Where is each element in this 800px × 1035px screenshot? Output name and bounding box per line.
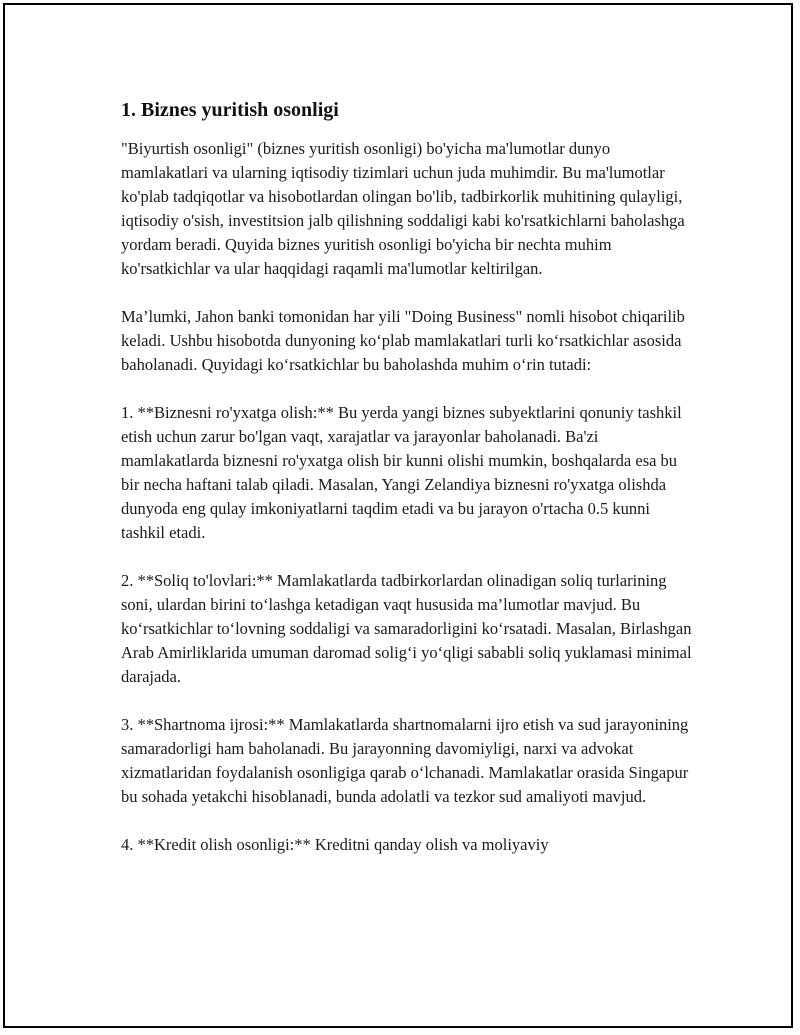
list-item-getting-credit: 4. **Kredit olish osonligi:** Kreditni qanday olish va moliyaviy	[121, 835, 549, 854]
list-item-business-registration: 1. **Biznesni ro'yxatga olish:** Bu yerda yangi biznes subyektlarini qonuniy tashkil etish uchun zarur bo'lgan vaqt, xarajatlar va jarayonlar baholanadi. Ba'zi mamlakatlarda biznesni ro'yxatga olish bir kunni olishi mumkin, boshqalarda esa bu bir necha haftani talab qiladi. Masalan, Yangi Zelandiya biznesni ro'yxatga olishda dunyoda eng qulay imkoniyatlarni taqdim etadi va bu jarayon o'rtacha 0.5 kunni tashkil etadi.	[121, 403, 682, 542]
paragraph-doing-business: Ma’lumki, Jahon banki tomonidan har yili "Doing Business" nomli hisobot chiqarilib keladi. Ushbu hisobotda dunyoning ko‘plab mamlakatlari turli ko‘rsatkichlar asosida baholanadi. Quyidagi ko‘rsatkichlar bu baholashda muhim o‘rin tutadi:	[121, 307, 685, 374]
page-frame	[3, 3, 793, 1028]
list-item-contract-enforcement: 3. **Shartnoma ijrosi:** Mamlakatlarda shartnomalarni ijro etish va sud jarayonining samaradorligi ham baholanadi. Bu jarayonning davomiyligi, narxi va advokat xizmatlaridan foydalanish osonligiga qarab o‘lchanadi. Mamlakatlar orasida Singapur bu sohada yetakchi hisoblanadi, bunda adolatli va tezkor sud amaliyoti mavjud.	[121, 715, 689, 806]
paragraph-intro: "Biyurtish osonligi" (biznes yuritish osonligi) bo'yicha ma'lumotlar dunyo mamlakatlari va ularning iqtisodiy tizimlari uchun juda muhimdir. Bu ma'lumotlar ko'plab tadqiqotlar va hisobotlardan olingan bo'lib, tadbirkorlik muhitining qulayligi, iqtisodiy o'sish, investitsion jalb qilishning soddaligi kabi ko'rsatkichlarni baholashga yordam beradi. Quyida biznes yuritish osonligi bo'yicha bir nechta muhim ko'rsatkichlar va ular haqqidagi raqamli ma'lumotlar keltirilgan.	[121, 139, 685, 278]
section-heading: 1. Biznes yuritish osonligi	[121, 99, 339, 121]
list-item-tax-payments: 2. **Soliq to'lovlari:** Mamlakatlarda tadbirkorlardan olinadigan soliq turlarining soni, ulardan birini to‘lashga ketadigan vaqt hususida ma’lumotlar mavjud. Bu ko‘rsatkichlar to‘lovning soddaligi va samaradorligini ko‘rsatadi. Masalan, Birlashgan Arab Amirliklarida umuman daromad solig‘i yo‘qligi sababli soliq yuklamasi minimal darajada.	[121, 571, 692, 686]
document-body	[121, 97, 696, 881]
